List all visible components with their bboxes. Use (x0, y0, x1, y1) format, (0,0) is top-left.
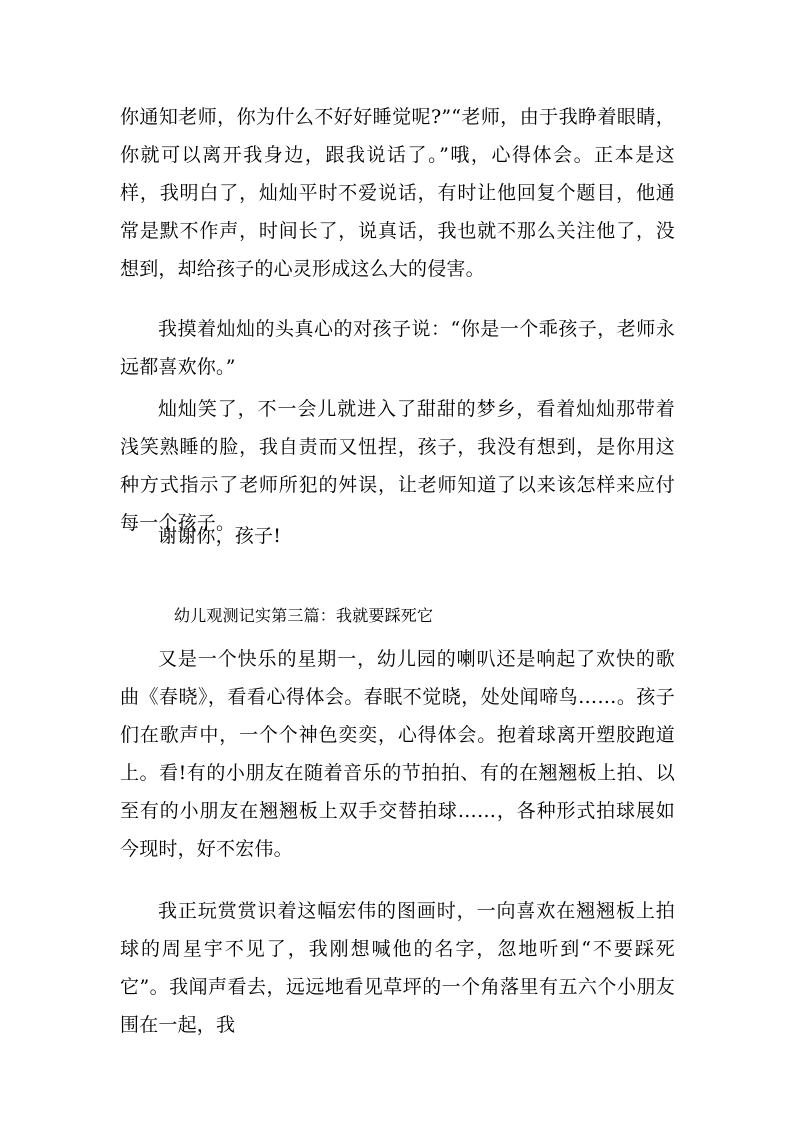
paragraph-5: 又是一个快乐的星期一，幼儿园的喇叭还是响起了欢快的歌曲《春晓》，看看心得体会。春眠不觉晓，处处闻啼鸟……。孩子们在歌声中，一个个神色奕奕，心得体会。抱着球离开塑胶跑道上。看!有的小朋友在随着音乐的节拍拍、有的在翘翘板上拍、以至有的小朋友在翘翘板上双手交替拍球……，各种形式拍球展如今现时，好不宏伟。 (120, 648, 675, 860)
section-heading: 幼儿观测记实第三篇：我就要踩死它 (174, 606, 434, 625)
paragraph-1: 你通知老师，你为什么不好好睡觉呢?”“老师，由于我睁着眼睛，你就可以离开我身边，跟我说话了。”哦，心得体会。正本是这样，我明白了，灿灿平时不爱说话，有时让他回复个题目，他通常是默不作声，时间长了，说真话，我也就不那么关注他了，没想到，却给孩子的心灵形成这么大的侵害。 (120, 106, 675, 280)
paragraph-6: 我正玩赏赏识着这幅宏伟的图画时，一向喜欢在翘翘板上拍球的周星宇不见了，我刚想喊他的名字，忽地听到“不要踩死它”。我闻声看去，远远地看见草坪的一个角落里有五六个小朋友围在一起，我 (120, 900, 675, 1036)
paragraph-3: 灿灿笑了，不一会儿就进入了甜甜的梦乡，看着灿灿那带着浅笑熟睡的脸，我自责而又忸捏，孩子，我没有想到，是你用这种方式指示了老师所犯的舛误，让老师知道了以来该怎样来应付每一个孩子。 (120, 398, 675, 534)
paragraph-4: 谢谢你，孩子! (158, 525, 282, 547)
paragraph-2: 我摸着灿灿的头真心的对孩子说：“你是一个乖孩子，老师永远都喜欢你。” (120, 318, 675, 378)
